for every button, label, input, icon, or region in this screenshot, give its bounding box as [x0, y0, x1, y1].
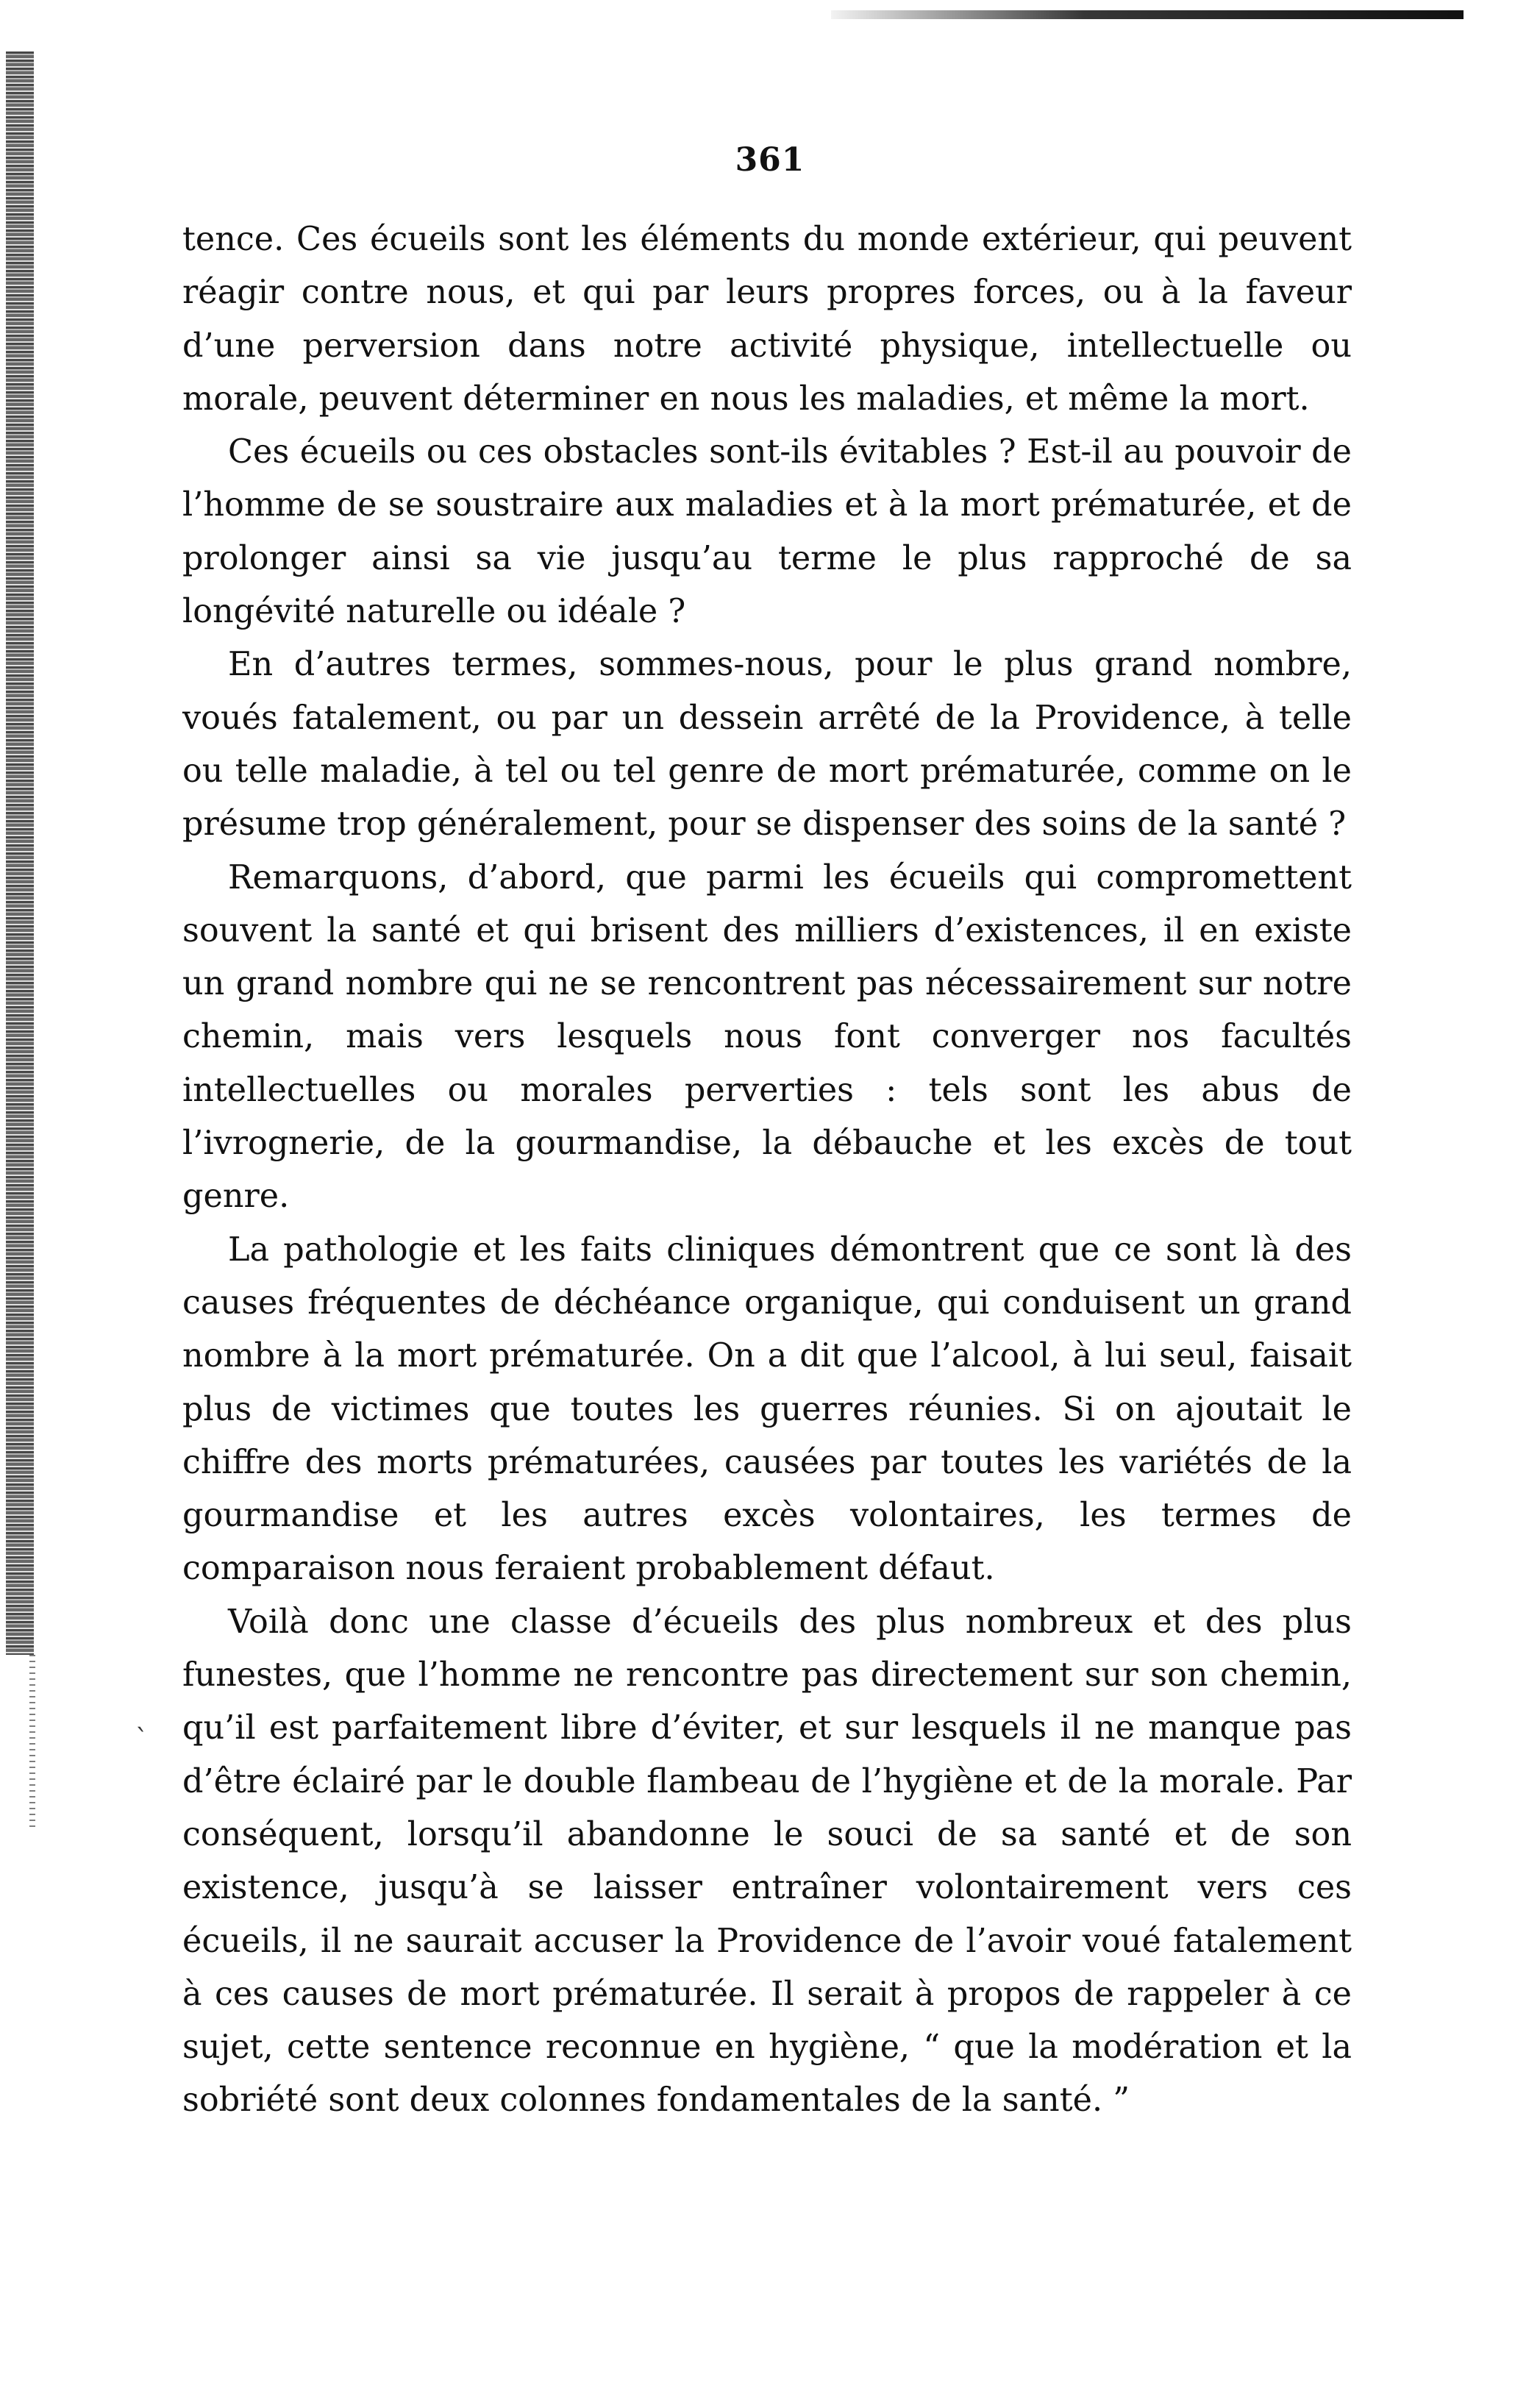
scan-top-rule: [831, 10, 1464, 19]
scan-gutter-shadow: [6, 51, 34, 1655]
margin-mark: `: [135, 1725, 149, 1755]
paragraph-1: tence. Ces écueils sont les éléments du monde extérieur, qui peuvent réagir contre nous, et qui par leurs propres forces, ou à la faveur d’une perversion dans notre activité physique, intellectuelle ou morale, peuvent déterminer en nous les maladies, et même la mort.: [182, 221, 1352, 418]
paragraph-3: En d’autres termes, sommes-nous, pour le plus grand nombre, voués fatalement, ou par un dessein arrêté de la Providence, à telle ou telle maladie, à tel ou tel genre de mort prématurée, comme on le présume trop généralement, pour se dispenser des soins de la santé ?: [182, 646, 1352, 844]
paragraph-2: Ces écueils ou ces obstacles sont-ils évitables ? Est-il au pouvoir de l’homme de se soustraire aux maladies et à la mort prématurée, et de prolonger ainsi sa vie jusqu’au terme le plus rapproché de sa longévité naturelle ou idéale ?: [182, 433, 1352, 631]
paragraph-6: Voilà donc une classe d’écueils des plus nombreux et des plus funestes, que l’homme ne rencontre pas directement sur son chemin, qu’il est parfaitement libre d’éviter, et sur lesquels il ne manque pas d’être éclairé par le double flambeau de l’hygiène et de la morale. Par conséquent, lorsqu’il abandonne le souci de sa santé et de son existence, jusqu’à se laisser entraîner volontairement vers ces écueils, il ne saurait accuser la Providence de l’avoir voué fatalement à ces causes de mort prématurée. Il serait à propos de rappeler à ce sujet, cette sentence reconnue en hygiène, “ que la modération et la sobriété sont deux colonnes fondamentales de la santé. ”: [182, 1603, 1352, 2120]
page-number: 361: [735, 141, 805, 179]
paragraph-4: Remarquons, d’abord, que parmi les écueils qui compromettent souvent la santé et qui brisent des milliers d’existences, il en existe un grand nombre qui ne se rencontrent pas nécessairement sur notre chemin, mais vers lesquels nous font converger nos facultés intellectuelles ou morales perverties : tels sont les abus de l’ivrognerie, de la gourmandise, la débauche et les excès de tout genre.: [182, 858, 1352, 1216]
page-body: [182, 213, 1352, 2128]
scan-gutter-shadow-lower: [29, 1655, 35, 1831]
paragraph-5: La pathologie et les faits cliniques démontrent que ce sont là des causes fréquentes de déchéance organique, qui conduisent un grand nombre à la mort prématurée. On a dit que l’alcool, à lui seul, faisait plus de victimes que toutes les guerres réunies. Si on ajoutait le chiffre des morts prématurées, causées par toutes les variétés de la gourmandise et les autres excès volontaires, les termes de comparaison nous feraient probablement défaut.: [182, 1230, 1352, 1588]
